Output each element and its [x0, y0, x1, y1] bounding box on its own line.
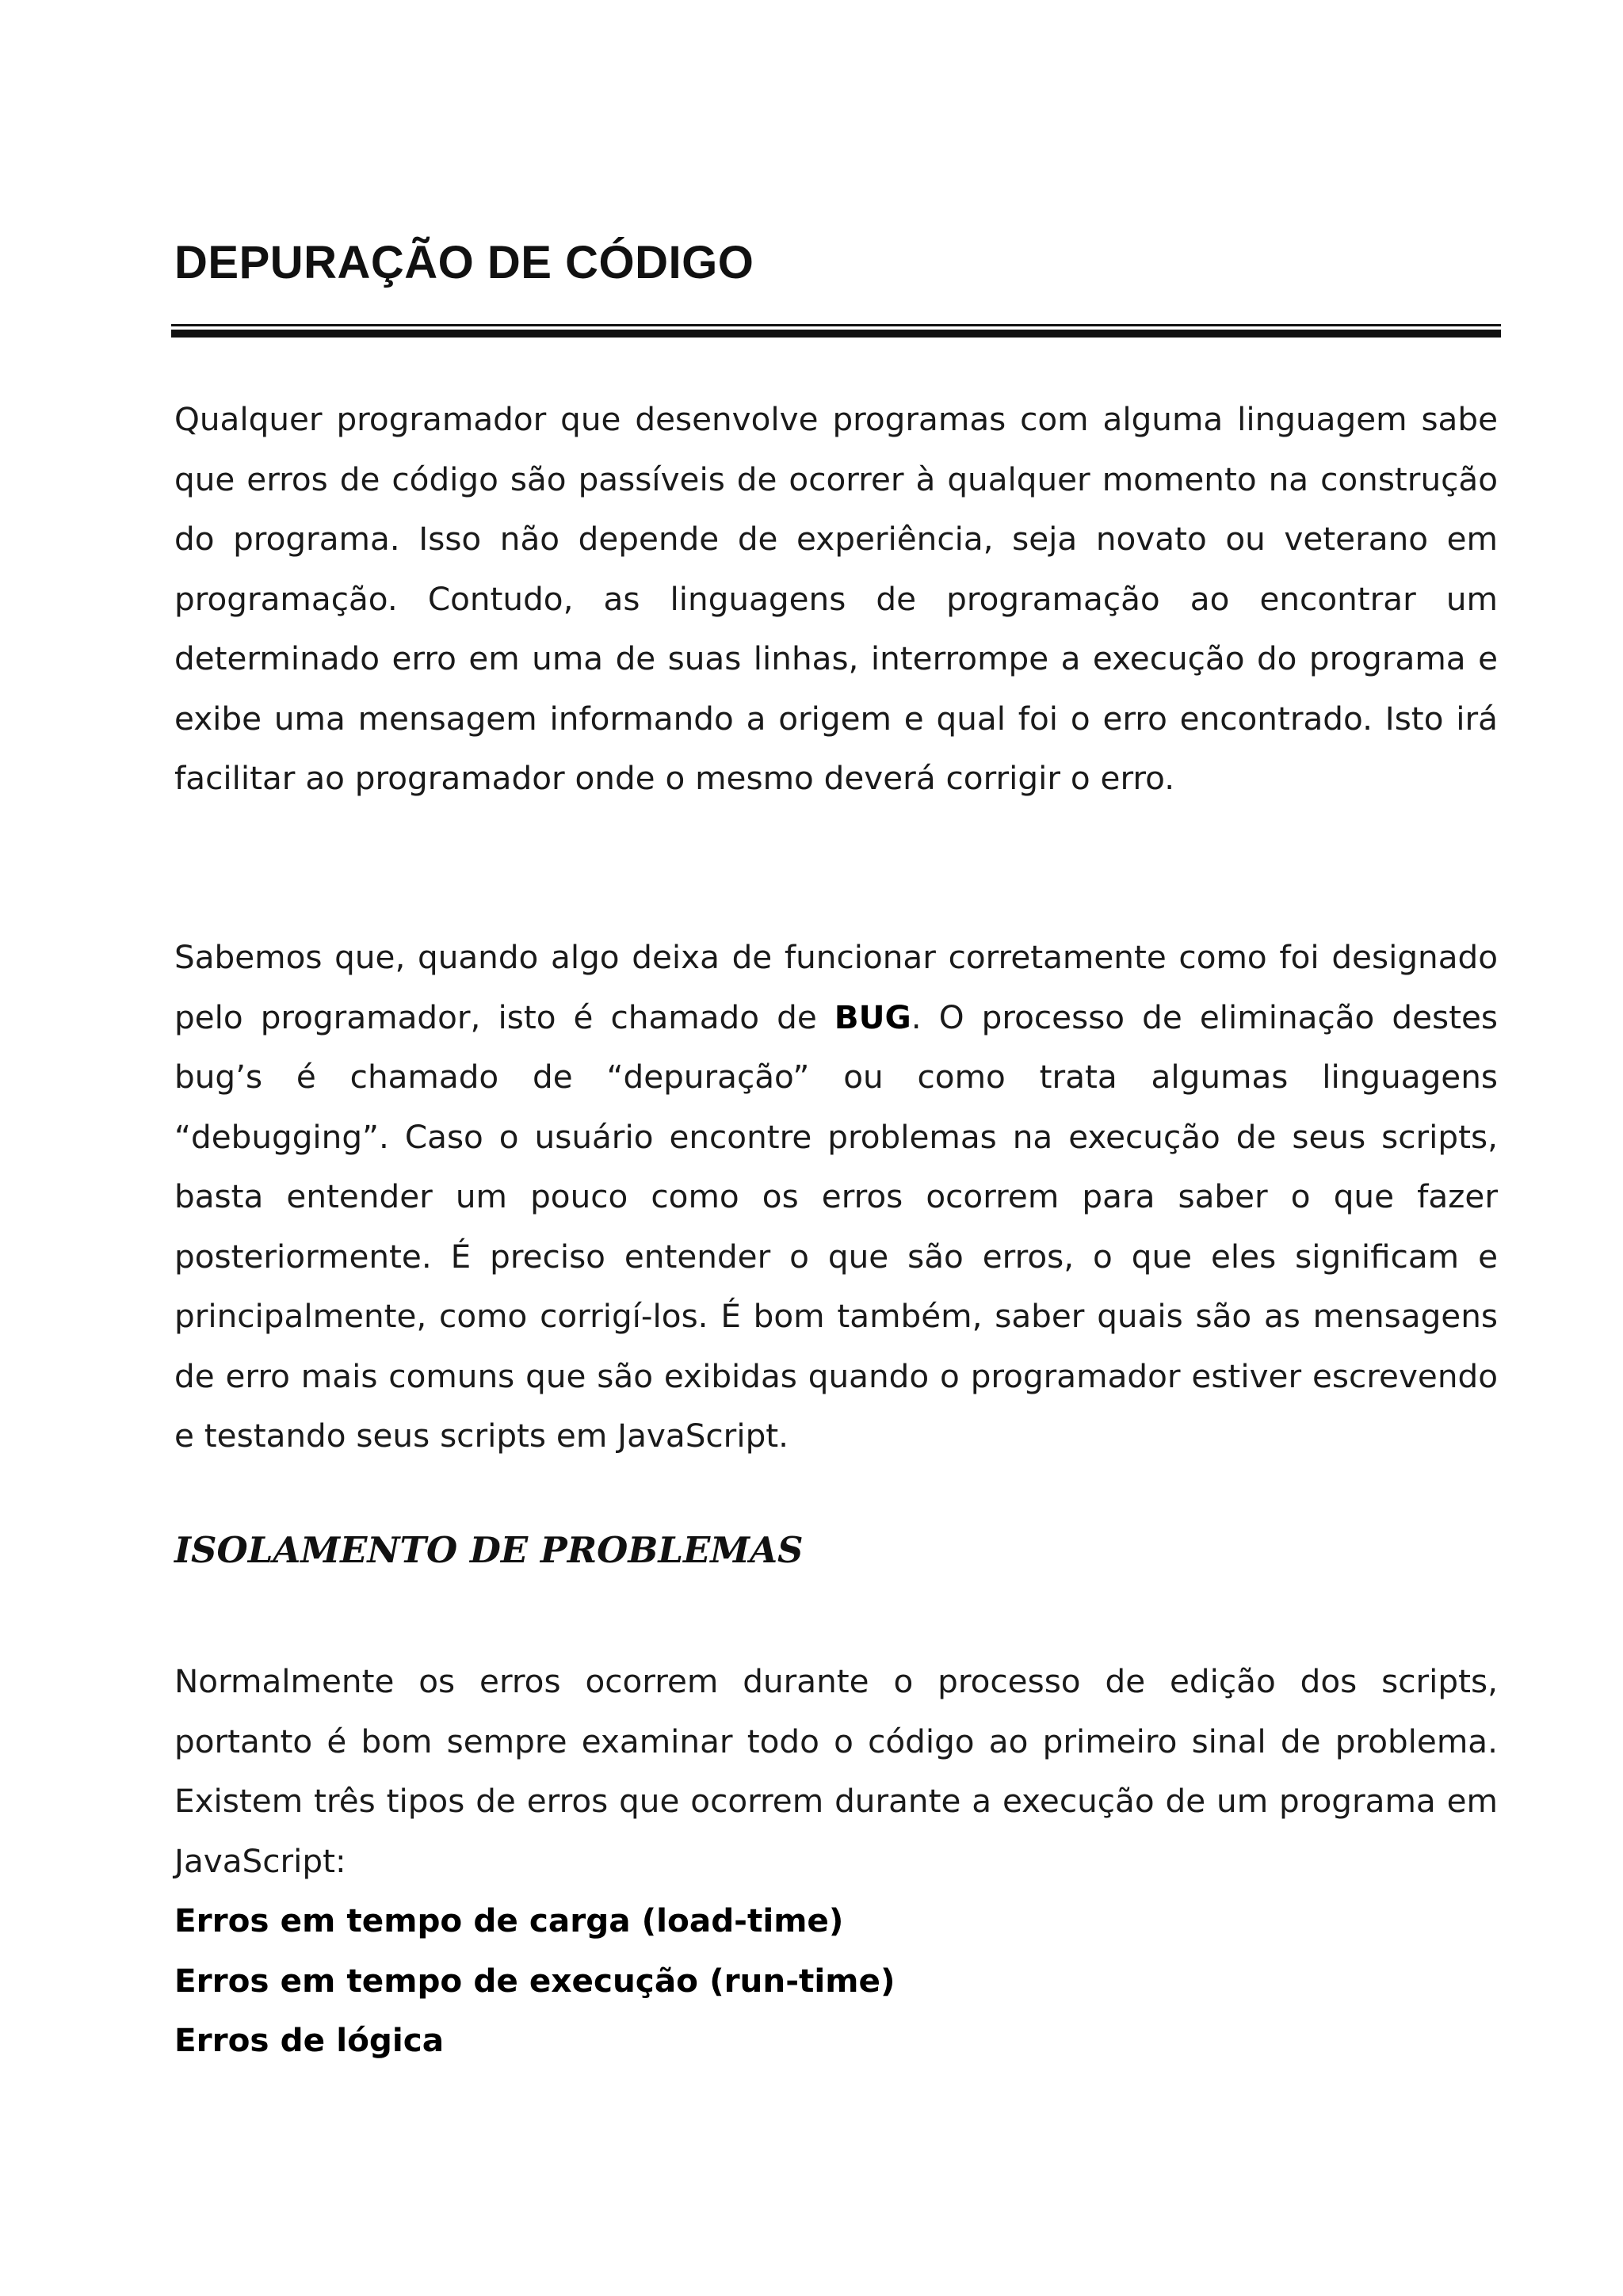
divider-thick-line — [171, 330, 1501, 338]
isolation-paragraph: Normalmente os erros ocorrem durante o processo de edição dos scripts, portanto é bom sempre examinar todo o código ao primeiro sinal de problema. Existem três tipos de erros que ocorrem durante a execução de um programa em JavaScript: — [174, 1662, 1498, 1880]
bug-term: BUG — [834, 997, 911, 1036]
bug-paragraph-start: Sabemos que, quando algo deixa de funcionar corretamente como foi designado pelo programador, isto é chamado de — [174, 938, 1498, 1036]
list-item-run-time: Erros em tempo de execução (run-time) — [174, 1961, 896, 2000]
bug-paragraph — [174, 928, 1498, 1466]
section-title: ISOLAMENTO DE PROBLEMAS — [174, 1529, 804, 1571]
list-item-logic: Erros de lógica — [174, 2021, 445, 2059]
intro-paragraph: Qualquer programador que desenvolve programas com alguma linguagem sabe que erros de código são passíveis de ocorrer à qualquer momento na construção do programa. Isso não depende de experiência, seja novato ou veterano em programação. Contudo, as linguagens de programação ao encontrar um determinado erro em uma de suas linhas, interrompe a execução do programa e exibe uma mensagem informando a origem e qual foi o erro encontrado. Isto irá facilitar ao programador onde o mesmo deverá corrigir o erro. — [174, 400, 1498, 797]
error-types-list — [174, 1891, 895, 2071]
bug-paragraph-end: . O processo de eliminação destes bug’s é chamado de “depuração” ou como trata algumas linguagens “debugging”. Caso o usuário encontre problemas na execução de seus scripts, basta entender um pouco como os erros ocorrem para saber o que fazer posteriormente. É preciso entender o que são erros, o que eles significam e principalmente, como corrigí-los. É bom também, saber quais são as mensagens de erro mais comuns que são exibidas quando o programador estiver escrevendo e testando seus scripts em JavaScript. — [174, 997, 1498, 1455]
page-title: DEPURAÇÃO DE CÓDIGO — [174, 237, 754, 288]
divider-thin-line — [171, 324, 1501, 326]
title-divider — [171, 324, 1501, 338]
list-item-load-time: Erros em tempo de carga (load-time) — [174, 1901, 844, 1939]
